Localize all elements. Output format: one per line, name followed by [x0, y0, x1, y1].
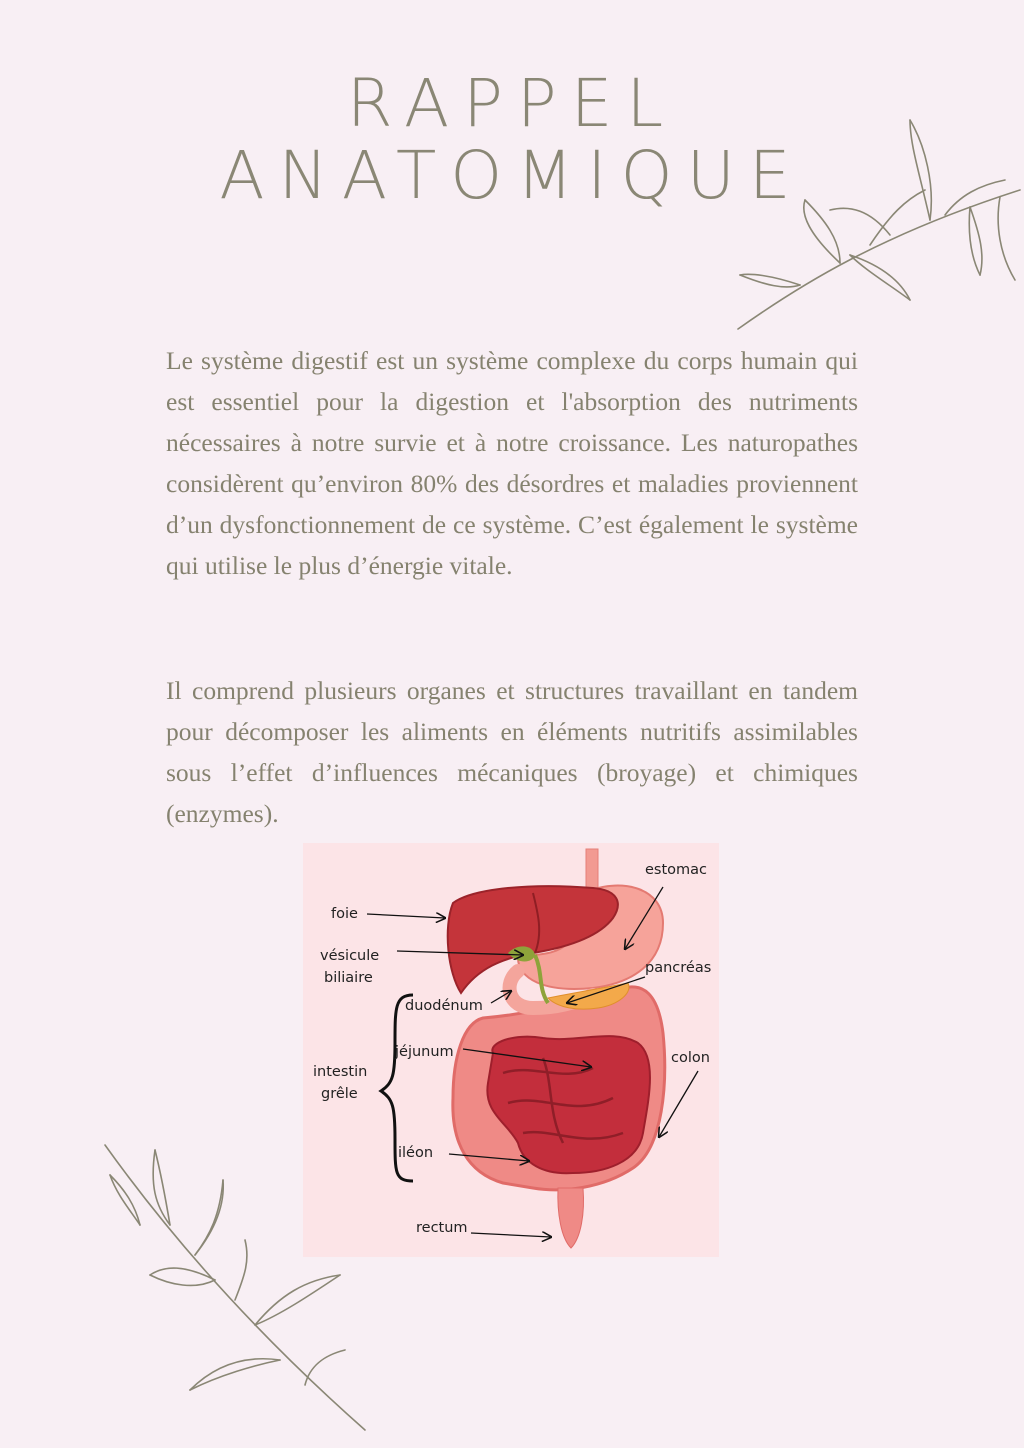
- digestive-organs-illustration: [303, 843, 719, 1257]
- label-grele: grêle: [321, 1086, 358, 1102]
- label-intestin: intestin: [313, 1064, 368, 1080]
- label-rectum: rectum: [416, 1220, 468, 1236]
- label-pancreas: pancréas: [645, 960, 712, 976]
- branch-top-right-icon: [730, 115, 1024, 335]
- label-vesicule: vésicule: [320, 948, 380, 964]
- digestive-system-diagram: [303, 843, 719, 1257]
- label-jejunum: jéjunum: [395, 1044, 454, 1060]
- label-ileon: iléon: [398, 1145, 434, 1161]
- paragraph-intro: Le système digestif est un système complexe du corps humain qui est essentiel pour la digestion et l'absorption des nutriments nécessaires à notre survie et à notre croissance. Les naturopathes considèrent qu’environ 80% des désordres et maladies proviennent d’un dysfonctionnement de ce système. C’est également le système qui utilise le plus d’énergie vitale.: [166, 346, 858, 580]
- label-biliaire: biliaire: [324, 970, 373, 986]
- label-estomac: estomac: [645, 862, 708, 878]
- title-line-2: ANATOMIQUE: [219, 137, 805, 214]
- label-colon: colon: [671, 1050, 710, 1066]
- paragraph-organs: Il comprend plusieurs organes et structures travaillant en tandem pour décomposer les aliments en éléments nutritifs assimilables sous l’effet d’influences mécaniques (broyage) et chimiques (enzymes).: [166, 676, 858, 828]
- title-line-1: RAPPEL: [346, 65, 678, 142]
- label-duodenum: duodénum: [405, 998, 483, 1014]
- label-foie: foie: [331, 906, 358, 922]
